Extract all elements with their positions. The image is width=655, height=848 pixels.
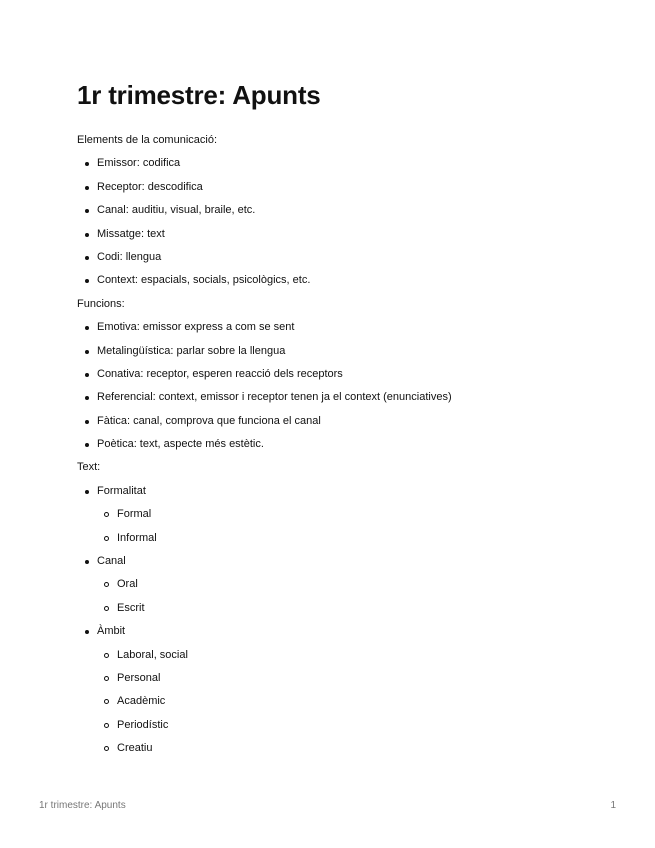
section-label-text: Text:: [77, 461, 101, 474]
list-item-canal: [77, 550, 617, 620]
sublist-item: [97, 597, 617, 620]
list-item-text: Emotiva: emissor express a com se sent: [97, 321, 295, 334]
list-item: [77, 316, 617, 339]
section-label-elements: Elements de la comunicació:: [77, 134, 218, 146]
list-item: [77, 176, 617, 199]
sublist-item: [97, 690, 617, 713]
list-item-formalitat: [77, 480, 617, 550]
list-item: [77, 340, 617, 363]
list-item: [77, 433, 617, 456]
sublist-item: [97, 737, 617, 760]
sublist-item: [97, 527, 617, 550]
list-item: [77, 223, 617, 246]
sublist-item-text: Creatiu: [117, 742, 153, 755]
list-item-text: Àmbit: [97, 625, 126, 638]
sublist-item-text: Oral: [117, 578, 138, 591]
section-label-funcions: Funcions:: [77, 297, 125, 310]
sublist-ambit: [97, 644, 617, 761]
sublist-item: [97, 573, 617, 596]
list-item: [77, 386, 617, 409]
sublist-item-text: Personal: [117, 671, 161, 684]
list-item-text: Context: espacials, socials, psicològics, etc.: [97, 274, 311, 287]
text-list: [77, 480, 617, 761]
list-item-text: Conativa: receptor, esperen reacció dels receptors: [97, 367, 343, 380]
footer-page-number: 1: [610, 800, 616, 811]
list-item-text: Fàtica: canal, comprova que funciona el canal: [97, 414, 321, 427]
list-item-text: Referencial: context, emissor i receptor tenen ja el context (enunciatives): [97, 391, 452, 404]
sublist-item-text: Informal: [117, 531, 157, 544]
list-item: [77, 269, 617, 292]
list-item-ambit: [77, 620, 617, 760]
sublist-item-text: Acadèmic: [117, 695, 166, 708]
list-item: [77, 363, 617, 386]
page-title: 1r trimestre: Apunts: [77, 80, 321, 110]
sublist-item-text: Formal: [117, 508, 152, 521]
list-item: [77, 410, 617, 433]
sublist-item-text: Escrit: [117, 601, 145, 614]
document-body: [77, 129, 617, 761]
list-item-text: Receptor: descodifica: [97, 180, 203, 193]
list-item-text: Metalingüística: parlar sobre la llengua: [97, 344, 286, 357]
list-item-text: Canal: auditiu, visual, braile, etc.: [97, 204, 256, 217]
list-item-text: Missatge: text: [97, 227, 165, 240]
list-item-text: Formalitat: [97, 484, 146, 497]
list-item-text: Emissor: codifica: [97, 157, 181, 170]
list-item-text: Canal: [97, 555, 126, 568]
sublist-item-text: Periodístic: [117, 718, 169, 731]
list-item-text: Poètica: text, aspecte més estètic.: [97, 438, 264, 451]
footer-document-title: 1r trimestre: Apunts: [39, 800, 126, 811]
sublist-canal: [97, 573, 617, 620]
sublist-item: [97, 667, 617, 690]
list-item: [77, 246, 617, 269]
list-item-text: Codi: llengua: [97, 250, 162, 263]
sublist-item: [97, 644, 617, 667]
sublist-item-text: Laboral, social: [117, 648, 188, 661]
elements-list: [77, 152, 617, 292]
sublist-item: [97, 714, 617, 737]
sublist-formalitat: [97, 503, 617, 550]
sublist-item: [97, 503, 617, 526]
list-item: [77, 199, 617, 222]
funcions-list: [77, 316, 617, 456]
list-item: [77, 152, 617, 175]
